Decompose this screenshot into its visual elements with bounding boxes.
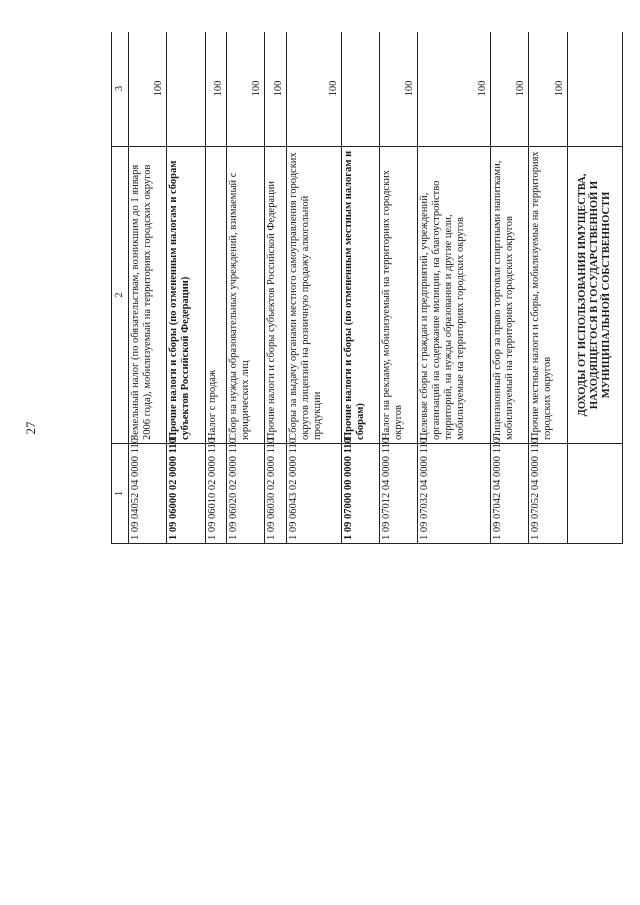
table-row: [286, 32, 341, 544]
income-name-cell: Лицензионный сбор за право торговли спиртными напитками, мобилизуемый на территориях городских округов: [490, 147, 528, 444]
budget-code-cell: 1 09 06000 02 0000 110: [167, 444, 205, 544]
budget-code-cell: 1 09 07012 04 0000 110: [380, 444, 418, 544]
page-number: 27: [23, 421, 38, 435]
percent-cell: 100: [286, 32, 341, 147]
budget-code-cell: 1 09 06010 02 0000 110: [205, 444, 226, 544]
column-header: 1: [112, 444, 129, 544]
percent-cell: 100: [380, 32, 418, 147]
table-row: [490, 32, 528, 544]
percent-cell: [567, 32, 623, 147]
table-row: [380, 32, 418, 544]
table-container: [111, 32, 623, 544]
budget-code-cell: 1 09 06030 02 0000 110: [265, 444, 286, 544]
income-name-cell: Сбор на нужды образовательных учреждений, взимаемый с юридических лиц: [226, 147, 264, 444]
table-row: [567, 32, 623, 544]
budget-code-cell: 1 09 07052 04 0000 110: [529, 444, 567, 544]
income-name-cell: Налог с продаж: [205, 147, 226, 444]
percent-cell: 100: [418, 32, 490, 147]
table-row: [129, 32, 167, 544]
table-row: [205, 32, 226, 544]
percent-cell: 100: [265, 32, 286, 147]
budget-code-cell: 1 09 06043 02 0000 110: [286, 444, 341, 544]
income-name-cell: Прочие местные налоги и сборы, мобилизуемые на территориях городских округов: [529, 147, 567, 444]
percent-cell: 100: [529, 32, 567, 147]
column-header: 3: [112, 32, 129, 147]
table-row: [418, 32, 490, 544]
percent-cell: [341, 32, 379, 147]
budget-code-cell: 1 09 07000 00 0000 110: [341, 444, 379, 544]
income-name-cell: Целевые сборы с граждан и предприятий, учреждений, организаций на содержание милиции, на благоустройство территорий, на нужды образования и другие цели, мобилизуемые на территориях городских округов: [418, 147, 490, 444]
budget-code-cell: 1 09 07042 04 0000 110: [490, 444, 528, 544]
column-header: 2: [112, 147, 129, 444]
header-row: [112, 32, 129, 544]
budget-code-cell: 1 09 07032 04 0000 110: [418, 444, 490, 544]
revenue-codes-table: [111, 32, 623, 544]
income-name-cell: Налог на рекламу, мобилизуемый на территориях городских округов: [380, 147, 418, 444]
table-row: [529, 32, 567, 544]
table-row: [265, 32, 286, 544]
budget-code-cell: 1 09 04052 04 0000 110: [129, 444, 167, 544]
budget-code-cell: 1 09 06020 02 0000 110: [226, 444, 264, 544]
income-name-cell: Сборы за выдачу органами местного самоуправления городских округов лицензий на розничную продажу алкогольной продукции: [286, 147, 341, 444]
percent-cell: 100: [226, 32, 264, 147]
income-name-cell: Прочие налоги и сборы (по отмененным местным налогам и сборам): [341, 147, 379, 444]
percent-cell: 100: [129, 32, 167, 147]
income-name-cell: Земельный налог (по обязательствам, возникшим до 1 января 2006 года), мобилизуемый на территориях городских округов: [129, 147, 167, 444]
budget-code-cell: [567, 444, 623, 544]
table-row: [226, 32, 264, 544]
income-name-cell: Прочие налоги и сборы субъектов Российской Федерации: [265, 147, 286, 444]
table-row: [167, 32, 205, 544]
table-row: [341, 32, 379, 544]
income-name-cell: ДОХОДЫ ОТ ИСПОЛЬЗОВАНИЯ ИМУЩЕСТВА, НАХОДЯЩЕГОСЯ В ГОСУДАРСТВЕННОЙ И МУНИЦИПАЛЬНОЙ СОБСТВЕННОСТИ: [567, 147, 623, 444]
percent-cell: 100: [490, 32, 528, 147]
percent-cell: [167, 32, 205, 147]
rotated-table-frame: [111, 32, 623, 897]
percent-cell: 100: [205, 32, 226, 147]
income-name-cell: Прочие налоги и сборы (по отмененным налогам и сборам субъектов Российской Федерации): [167, 147, 205, 444]
